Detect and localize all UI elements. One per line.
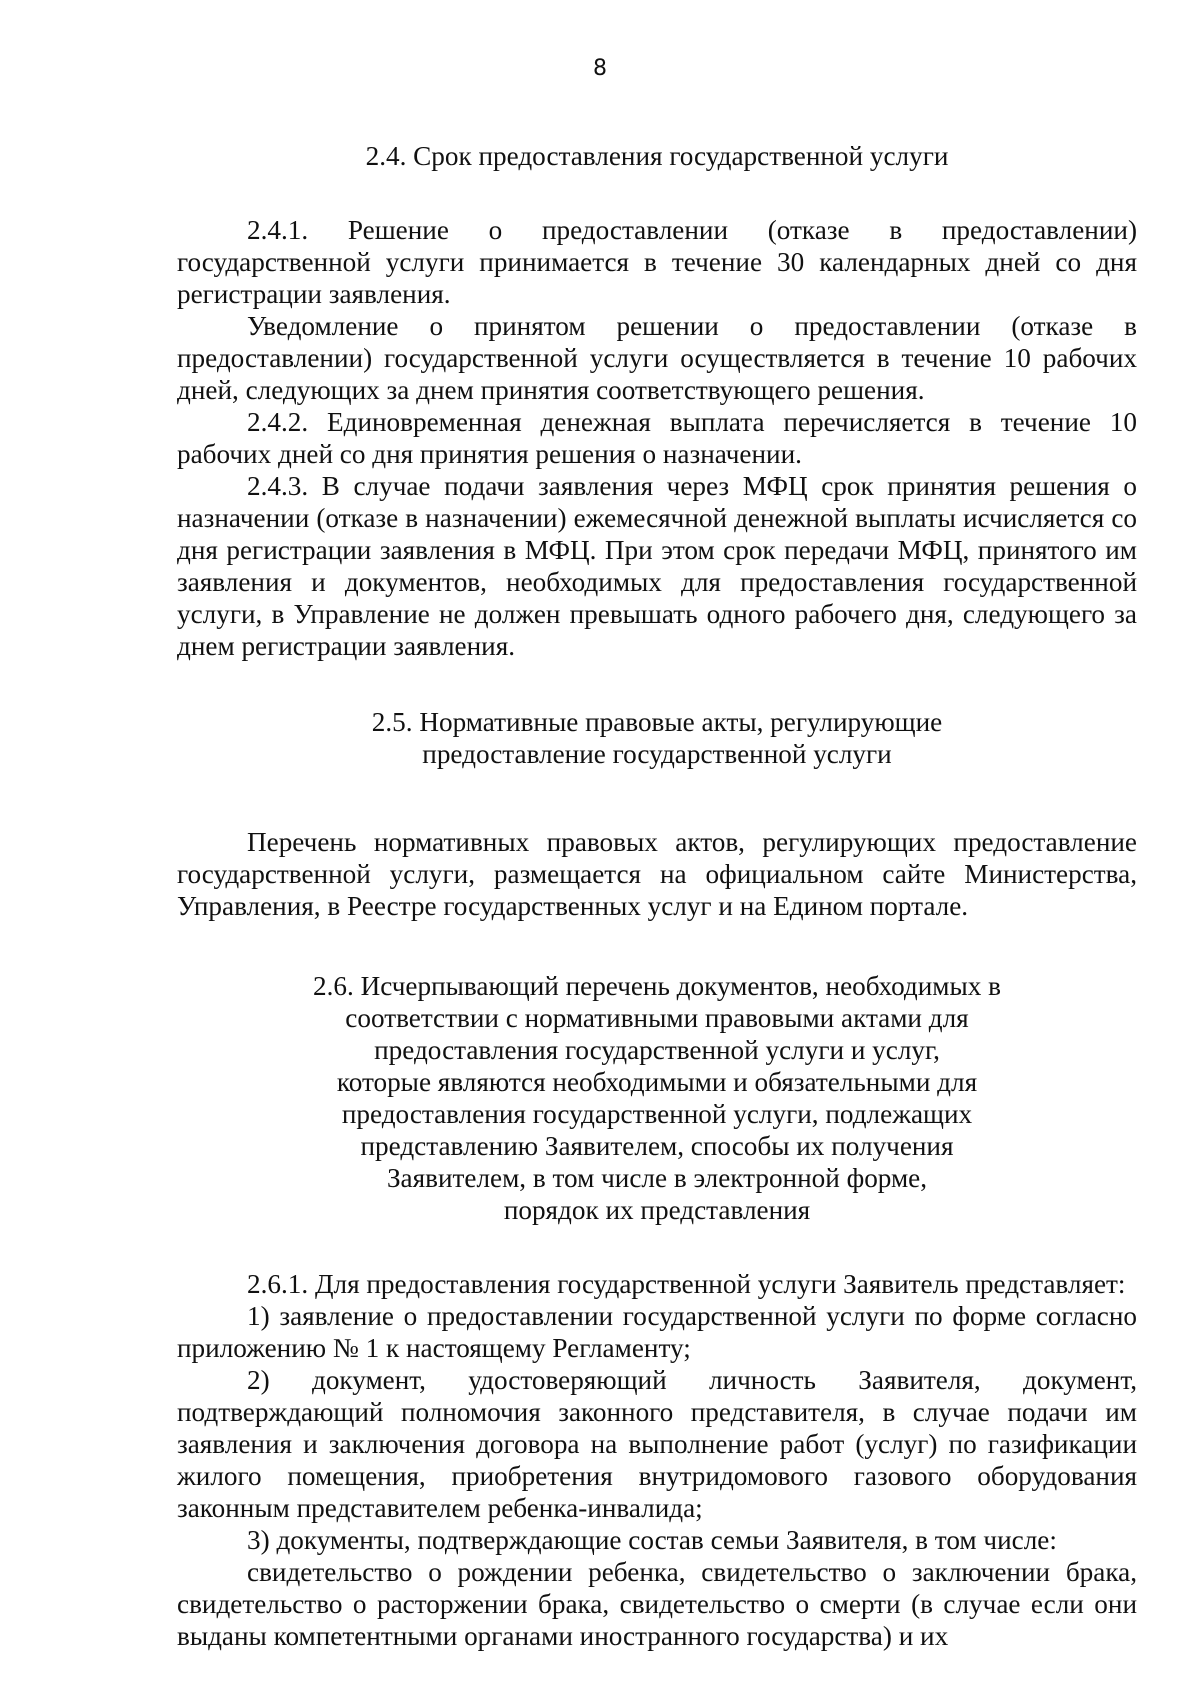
section-2-5-heading bbox=[177, 706, 1137, 770]
list-item-3: 3) документы, подтверждающие состав семьи Заявителя, в том числе: bbox=[247, 1525, 1057, 1555]
heading-line: 2.5. Нормативные правовые акты, регулирующие bbox=[371, 707, 943, 737]
list-item-1: 1) заявление о предоставлении государственной услуги по форме согласно приложению № 1 к настоящему Регламенту; bbox=[177, 1301, 1137, 1363]
heading-line: представлению Заявителем, способы их получения bbox=[360, 1131, 954, 1161]
list-item-3-details: свидетельство о рождении ребенка, свидетельство о заключении брака, свидетельство о расторжении брака, свидетельство о смерти (в случае если они выданы компетентными органами иностранного государства) и их bbox=[177, 1557, 1137, 1651]
section-2-4-heading: 2.4. Срок предоставления государственной услуги bbox=[365, 141, 949, 171]
paragraph-2-4-2: 2.4.2. Единовременная денежная выплата перечисляется в течение 10 рабочих дней со дня принятия решения о назначении. bbox=[177, 407, 1137, 469]
paragraph-notification: Уведомление о принятом решении о предоставлении (отказе в предоставлении) государственной услуги осуществляется в течение 10 рабочих дней, следующих за днем принятия соответствующего решения. bbox=[177, 311, 1137, 405]
heading-line: 2.6. Исчерпывающий перечень документов, необходимых в bbox=[313, 971, 1001, 1001]
document-body bbox=[177, 140, 1137, 1652]
paragraph-2-5-list: Перечень нормативных правовых актов, регулирующих предоставление государственной услуги, размещается на официальном сайте Министерства, Управления, в Реестре государственных услуг и на Едином портале. bbox=[177, 827, 1137, 921]
heading-line: Заявителем, в том числе в электронной форме, bbox=[386, 1163, 928, 1193]
heading-line: предоставление государственной услуги bbox=[422, 739, 892, 769]
list-item-2: 2) документ, удостоверяющий личность Заявителя, документ, подтверждающий полномочия законного представителя, в случае подачи им заявления и заключения договора на выполнение работ (услуг) по газификации жилого помещения, приобретения внутридомового газового оборудования законным представителем ребенка-инвалида; bbox=[177, 1365, 1137, 1523]
heading-line: порядок их представления bbox=[503, 1195, 811, 1225]
heading-line: соответствии с нормативными правовыми актами для bbox=[345, 1003, 969, 1033]
page-number: 8 bbox=[593, 56, 607, 81]
heading-line: предоставления государственной услуги, подлежащих bbox=[341, 1099, 973, 1129]
heading-line: предоставления государственной услуги и услуг, bbox=[374, 1035, 940, 1065]
section-2-6-heading bbox=[177, 970, 1137, 1226]
paragraph-2-6-1: 2.6.1. Для предоставления государственной услуги Заявитель представляет: bbox=[247, 1269, 1126, 1299]
paragraph-2-4-3: 2.4.3. В случае подачи заявления через МФЦ срок принятия решения о назначении (отказе в назначении) ежемесячной денежной выплаты исчисляется со дня регистрации заявления в МФЦ. При этом срок передачи МФЦ, принятого им заявления и документов, необходимых для предоставления государственной услуги, в Управление не должен превышать одного рабочего дня, следующего за днем регистрации заявления. bbox=[177, 471, 1137, 661]
heading-line: которые являются необходимыми и обязательными для bbox=[336, 1067, 978, 1097]
paragraph-2-4-1: 2.4.1. Решение о предоставлении (отказе в предоставлении) государственной услуги принимается в течение 30 календарных дней со дня регистрации заявления. bbox=[177, 215, 1137, 309]
